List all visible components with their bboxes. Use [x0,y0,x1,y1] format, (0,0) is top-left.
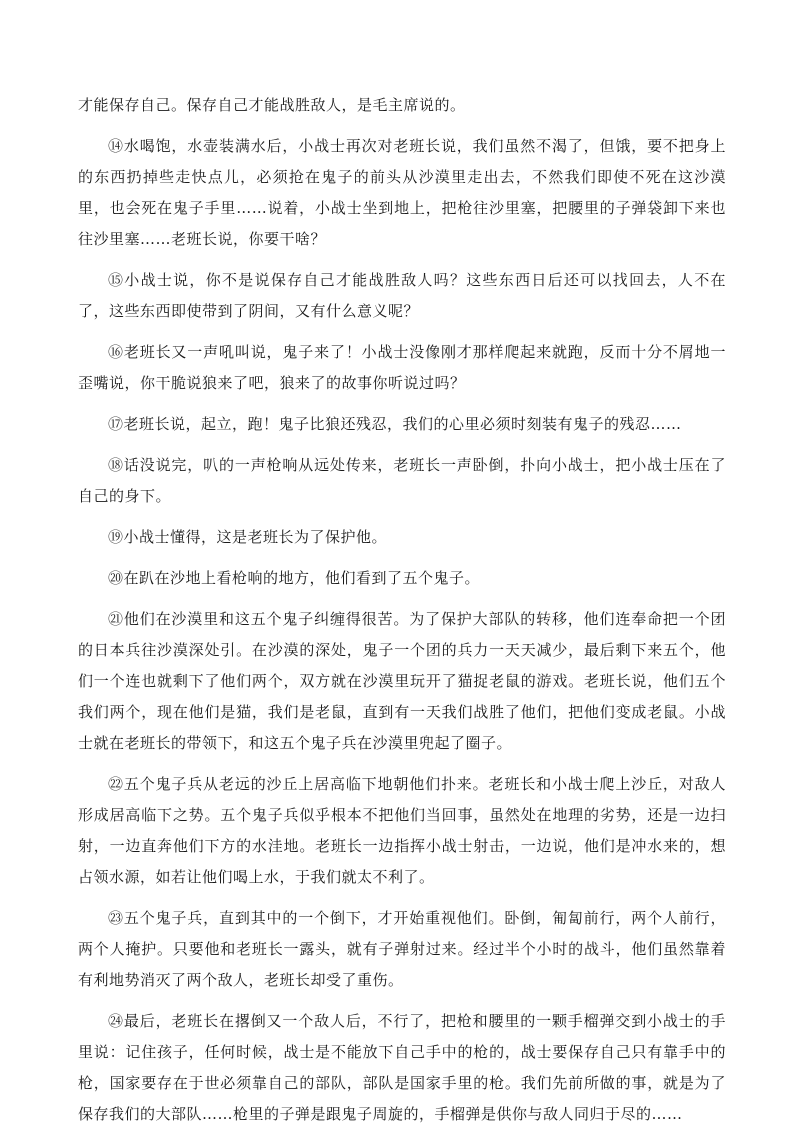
paragraph-24: ㉔最后，老班长在撂倒又一个敌人后，不行了，把枪和腰里的一颗手榴弹交到小战士的手里说：记住孩子，任何时候，战士是不能放下自己手中的枪的，战士要保存自己只有靠手中的枪，国家要存在于世必须靠自己的部队，部队是国家手里的枪。我们先前所做的事，就是为了保存我们的大部队……枪里的子弹是跟鬼子周旋的，手榴弹是供你与敌人同归于尽的…… [78,1012,726,1123]
paragraph-20: ⑳在趴在沙地上看枪响的地方，他们看到了五个鬼子。 [108,569,481,587]
paragraph-21: ㉑他们在沙漠里和这五个鬼子纠缠得很苦。为了保护大部队的转移，他们连奉命把一个团的日本兵往沙漠深处引。在沙漠的深处，鬼子一个团的兵力一天天减少，最后剩下来五个，他们一个连也就剩下了他们两个，双方就在沙漠里玩开了猫捉老鼠的游戏。老班长说，他们五个我们两个，现在他们是猫，我们是老鼠，直到有一天我们战胜了他们，把他们变成老鼠。小战士就在老班长的带领下，和这五个鬼子兵在沙漠里兜起了圈子。 [78,610,726,752]
paragraph-14: ⑭水喝饱，水壶装满水后，小战士再次对老班长说，我们虽然不渴了，但饿，要不把身上的东西扔掉些走快点儿，必须抢在鬼子的前头从沙漠里走出去，不然我们即使不死在这沙漠里，也会死在鬼子手里……说着，小战士坐到地上，把枪往沙里塞，把腰里的子弹袋卸下来也往沙里塞……老班长说，你要干啥？ [78,137,726,248]
paragraph-15: ⑮小战士说，你不是说保存自己才能战胜敌人吗？这些东西日后还可以找回去，人不在了，这些东西即使带到了阴间，又有什么意义呢？ [78,271,726,320]
paragraph-19: ⑲小战士懂得，这是老班长为了保护他。 [108,528,388,546]
paragraph-23: ㉓五个鬼子兵，直到其中的一个倒下，才开始重视他们。卧倒，匍匐前行，两个人前行，两个人掩护。只要他和老班长一露头，就有子弹射过来。经过半个小时的战斗，他们虽然靠着有利地势消灭了两个敌人，老班长却受了重伤。 [78,909,726,989]
paragraph-18: ⑱话没说完，叭的一声枪响从远处传来，老班长一声卧倒，扑向小战士，把小战士压在了自己的身下。 [78,456,726,505]
paragraph-continued: 才能保存自己。保存自己才能战胜敌人，是毛主席说的。 [78,96,466,114]
document-body [78,90,726,1140]
paragraph-17: ⑰老班长说，起立，跑！鬼子比狼还残忍，我们的心里必须时刻装有鬼子的残忍…… [108,415,682,433]
paragraph-16: ⑯老班长又一声吼叫说，鬼子来了！小战士没像刚才那样爬起来就跑，反而十分不屑地一歪嘴说，你干脆说狼来了吧，狼来了的故事你听说过吗？ [78,343,726,392]
paragraph-22: ㉒五个鬼子兵从老远的沙丘上居高临下地朝他们扑来。老班长和小战士爬上沙丘，对敌人形成居高临下之势。五个鬼子兵似乎根本不把他们当回事，虽然处在地理的劣势，还是一边扫射，一边直奔他们下方的水洼地。老班长一边指挥小战士射击，一边说，他们是冲水来的，想占领水源，如若让他们喝上水，于我们就太不利了。 [78,775,726,886]
